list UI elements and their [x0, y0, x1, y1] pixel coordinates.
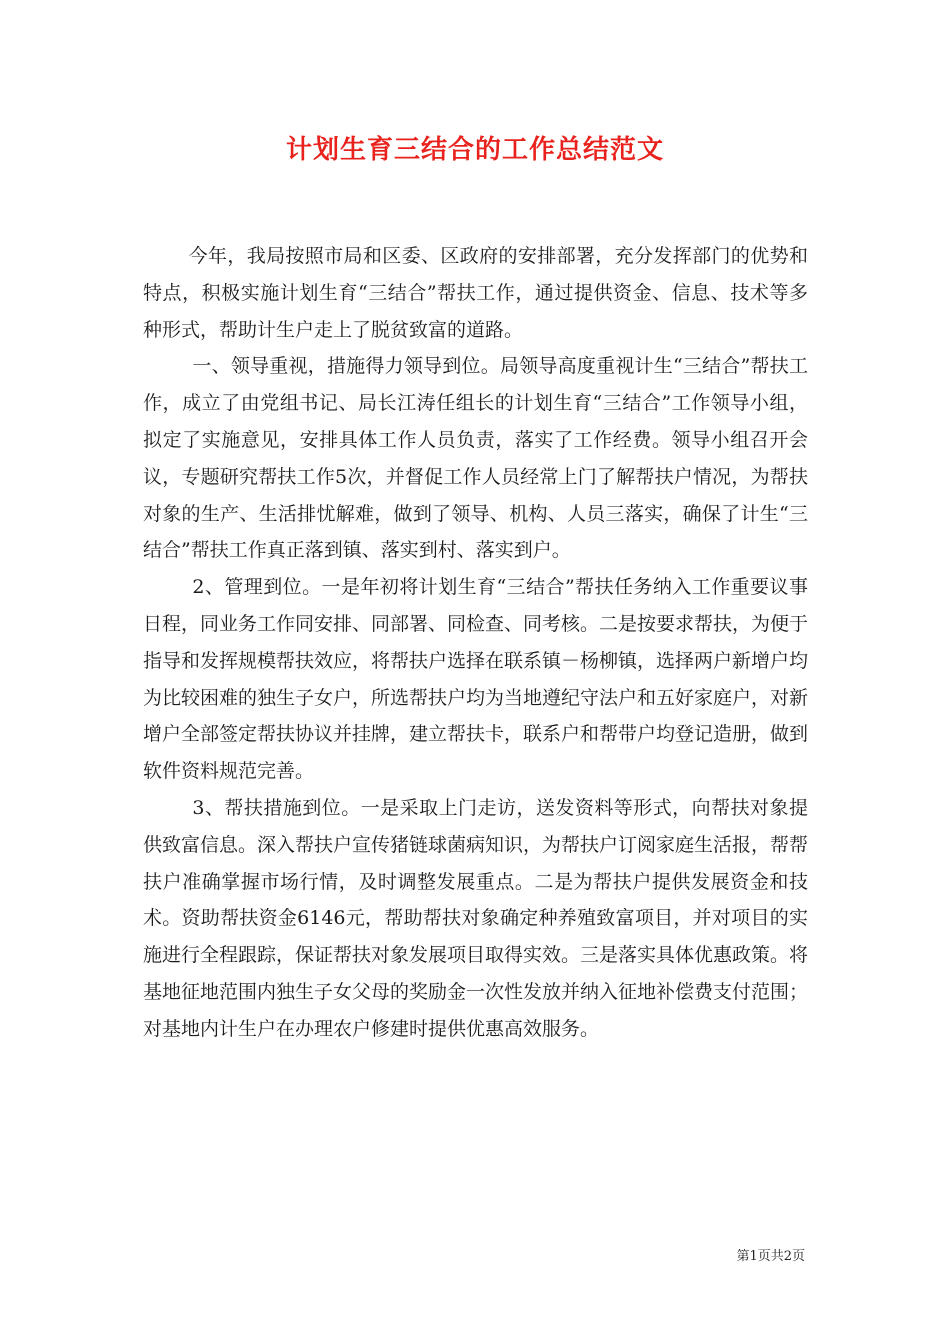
- paragraph-leadership: 一、领导重视，措施得力领导到位。局领导高度重视计生“三结合”帮扶工作，成立了由党组书记、局长江涛任组长的计划生育“三结合”工作领导小组，拟定了实施意见，安排具体工作人员负责，落实了工作经费。领导小组召开会议，专题研究帮扶工作5次，并督促工作人员经常上门了解帮扶户情况，为帮扶对象的生产、生活排忧解难，做到了领导、机构、人员三落实，确保了计生“三结合”帮扶工作真正落到镇、落实到村、落实到户。: [143, 355, 808, 562]
- document-title: 计划生育三结合的工作总结范文: [285, 135, 664, 165]
- page-number: 第1页共2页: [736, 1249, 805, 1264]
- paragraph-intro: 今年，我局按照市局和区委、区政府的安排部署，充分发挥部门的优势和特点，积极实施计划生育“三结合”帮扶工作，通过提供资金、信息、技术等多种形式，帮助计生户走上了脱贫致富的道路。: [143, 245, 808, 341]
- paragraph-management: 2、管理到位。一是年初将计划生育“三结合”帮扶任务纳入工作重要议事日程，同业务工作同安排、同部署、同检查、同考核。二是按要求帮扶，为便于指导和发挥规模帮扶效应，将帮扶户选择在联系镇－杨柳镇，选择两户新增户均为比较困难的独生子女户，所选帮扶户均为当地遵纪守法户和五好家庭户，对新增户全部签定帮扶协议并挂牌，建立帮扶卡，联系户和帮带户均登记造册，做到软件资料规范完善。: [143, 576, 809, 783]
- document-body: [143, 238, 808, 1048]
- paragraph-measures: 3、帮扶措施到位。一是采取上门走访，送发资料等形式，向帮扶对象提供致富信息。深入帮扶户宣传猪链球菌病知识，为帮扶户订阅家庭生活报，帮帮扶户准确掌握市场行情，及时调整发展重点。二是为帮扶户提供发展资金和技术。资助帮扶资金6146元，帮助帮扶对象确定种养殖致富项目，并对项目的实施进行全程跟踪，保证帮扶对象发展项目取得实效。三是落实具体优惠政策。将基地征地范围内独生子女父母的奖励金一次性发放并纳入征地补偿费支付范围；对基地内计生户在办理农户修建时提供优惠高效服务。: [143, 796, 809, 1040]
